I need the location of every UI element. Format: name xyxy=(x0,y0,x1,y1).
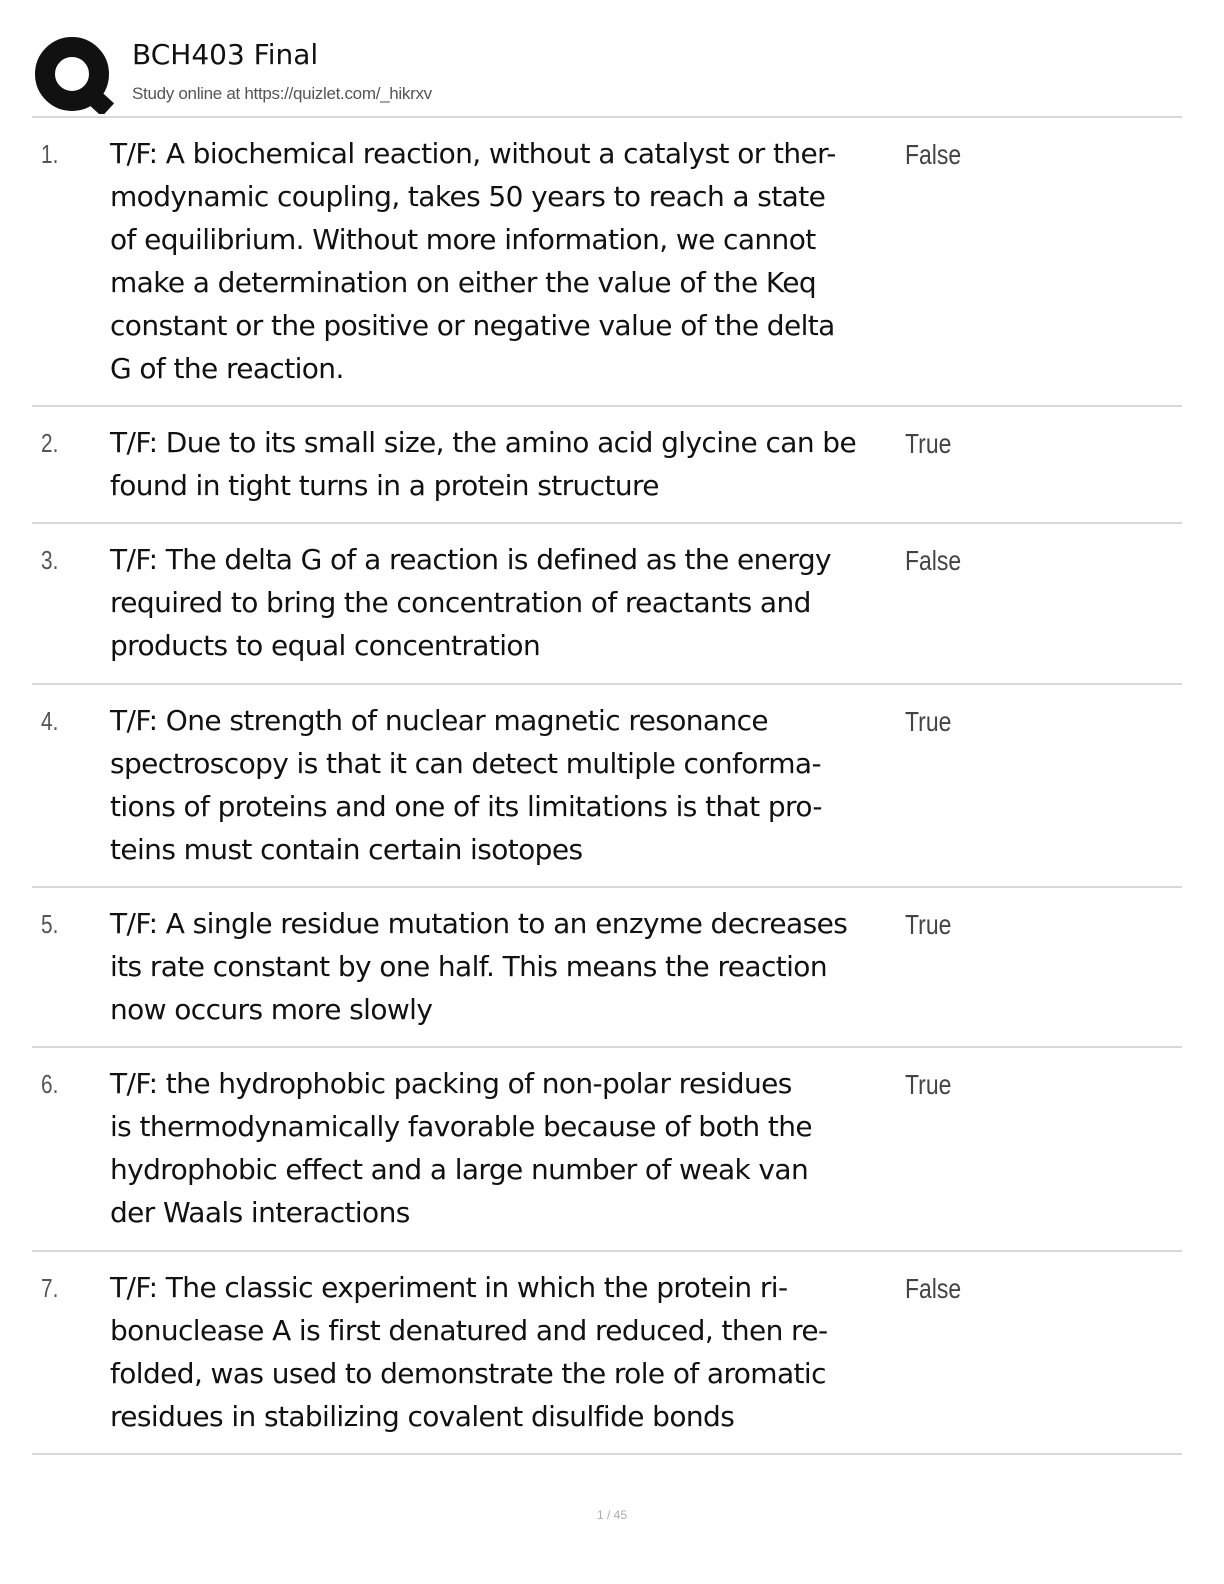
quizlet-logo-icon xyxy=(34,36,116,114)
card-number: 1. xyxy=(41,139,59,169)
flashcard xyxy=(32,1048,1182,1252)
card-question: T/F: A biochemical reaction, without a catalyst or ther- modynamic coupling, takes 50 years to reach a state of equilibrium. Without more information, we cannot make a determination on either the value of the Keq constant or the positive or negative value of the delta G of the reaction. xyxy=(110,137,836,385)
card-answer: True xyxy=(905,1069,952,1100)
document-title: BCH403 Final xyxy=(132,38,319,71)
card-number: 2. xyxy=(41,428,59,458)
flashcard-list xyxy=(32,118,1182,1455)
card-number: 4. xyxy=(41,706,59,736)
card-answer: False xyxy=(905,545,962,576)
page-number: 1 / 45 xyxy=(596,1508,628,1522)
card-question: T/F: The classic experiment in which the protein ri- bonuclease A is first denatured and reduced, then re- folded, was used to demonstrate the role of aromatic residues in stabilizing covalent disulfide bonds xyxy=(110,1271,828,1433)
card-question: T/F: the hydrophobic packing of non-polar residues is thermodynamically favorable because of both the hydrophobic effect and a large number of weak van der Waals interactions xyxy=(110,1067,812,1229)
card-answer: True xyxy=(905,909,952,940)
card-number: 7. xyxy=(41,1273,59,1303)
card-number: 3. xyxy=(41,545,59,575)
page-header xyxy=(32,32,1182,116)
card-number: 6. xyxy=(41,1069,59,1099)
card-question: T/F: Due to its small size, the amino acid glycine can be found in tight turns in a protein structure xyxy=(110,426,857,502)
flashcard xyxy=(32,1252,1182,1455)
card-answer: True xyxy=(905,706,952,737)
card-answer: True xyxy=(905,428,952,459)
card-question: T/F: The delta G of a reaction is defined as the energy required to bring the concentration of reactants and products to equal concentration xyxy=(110,543,831,662)
flashcard xyxy=(32,685,1182,888)
card-question: T/F: A single residue mutation to an enzyme decreases its rate constant by one half. This means the reaction now occurs more slowly xyxy=(110,907,848,1026)
flashcard xyxy=(32,524,1182,685)
card-question: T/F: One strength of nuclear magnetic resonance spectroscopy is that it can detect multiple conforma- tions of proteins and one of its limitations is that pro- teins must contain certain isotopes xyxy=(110,704,822,866)
card-number: 5. xyxy=(41,909,59,939)
flashcard xyxy=(32,888,1182,1048)
flashcard xyxy=(32,118,1182,407)
card-answer: False xyxy=(905,1273,962,1304)
card-answer: False xyxy=(905,139,962,170)
study-link: Study online at https://quizlet.com/_hikrxv xyxy=(132,84,432,103)
flashcard xyxy=(32,407,1182,524)
